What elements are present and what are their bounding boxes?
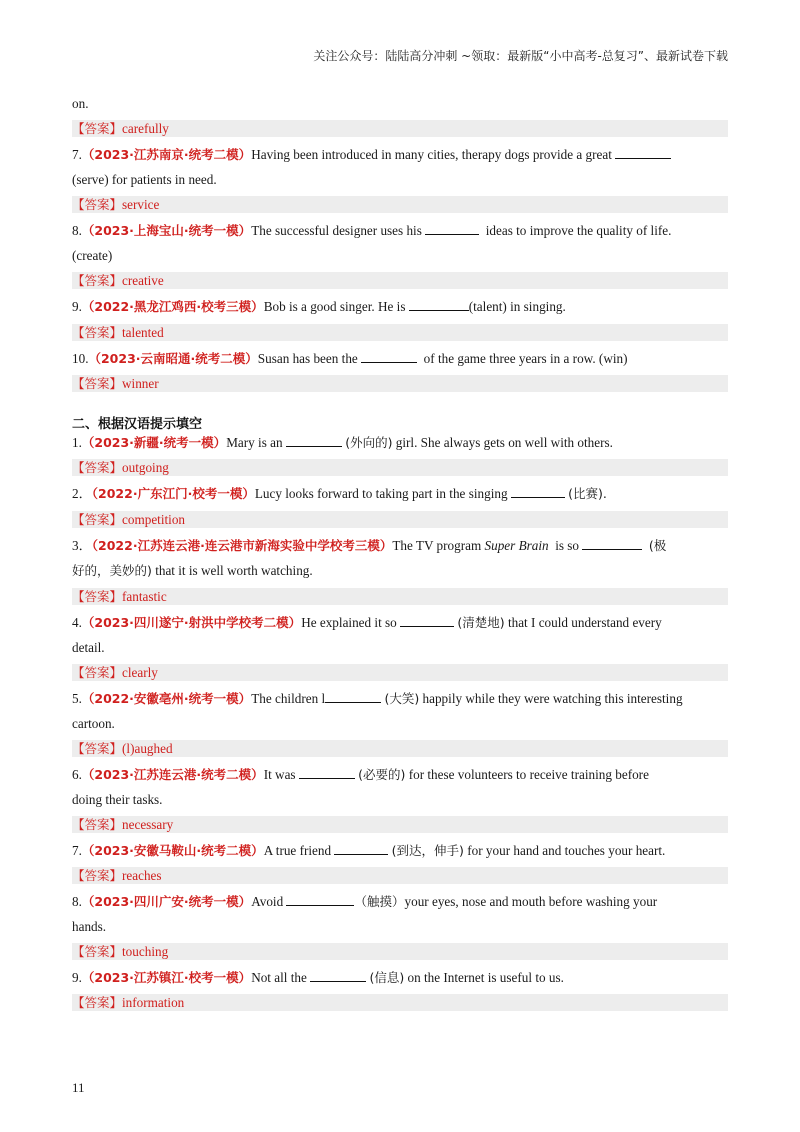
answer-text: service [122, 197, 160, 212]
question-source: （2022·安徽亳州·统考一模） [81, 691, 252, 706]
answer-row [72, 196, 728, 213]
s2-question-7 [72, 842, 728, 860]
answer-label: 【答案】 [72, 197, 123, 212]
answer-label: 【答案】 [72, 995, 123, 1010]
question-number: 8. [72, 223, 82, 238]
answer-row [72, 588, 728, 605]
chinese-hint: (信息) [369, 970, 405, 985]
question-7 [72, 146, 728, 164]
question-9 [72, 298, 728, 316]
answer-row [72, 375, 728, 392]
question-10 [72, 350, 728, 368]
s2-question-5 [72, 690, 728, 708]
answer-label: 【答案】 [72, 817, 123, 832]
answer-blank [334, 842, 388, 855]
question-number: 7. [72, 843, 82, 858]
s2-question-3 [72, 537, 728, 555]
answer-row [72, 272, 728, 289]
question-text: Bob is a good singer. He is [263, 299, 406, 314]
question-source: （2022·广东江门·校考一模） [91, 486, 255, 501]
s2-question-6 [72, 766, 728, 784]
question-number: 1. [72, 435, 82, 450]
question-source: （2022·黑龙江鸡西·校考三模） [81, 299, 264, 314]
answer-blank [286, 893, 354, 906]
answer-text: reaches [122, 868, 162, 883]
question-number: 9. [72, 970, 82, 985]
chinese-hint: (必要的) [358, 767, 406, 782]
answer-row [72, 943, 728, 960]
question-8-line2: (create) [72, 248, 113, 263]
s2-question-3-line2 [72, 562, 728, 580]
answer-label: 【答案】 [72, 460, 123, 475]
question-text: Avoid [251, 894, 284, 909]
s2-question-8 [72, 893, 728, 911]
question-text: Not all the [251, 970, 307, 985]
answer-blank [400, 614, 454, 627]
s2-question-2 [72, 485, 728, 503]
answer-text: winner [122, 376, 159, 391]
question-text: for these volunteers to receive training before [408, 767, 649, 782]
question-text: on the Internet is useful to us. [407, 970, 564, 985]
chinese-hint: (外向的) [345, 435, 393, 450]
answer-blank [615, 146, 671, 159]
question-text: girl. She always gets on well with others. [395, 435, 613, 450]
answer-label: 【答案】 [72, 512, 123, 527]
answer-row [72, 664, 728, 681]
answer-row [72, 120, 728, 137]
question-number: 7. [72, 147, 82, 162]
answer-text: clearly [122, 665, 158, 680]
question-text: for your hand and touches your heart. [467, 843, 666, 858]
answer-row [72, 459, 728, 476]
question-source: （2023·江苏南京·统考二模） [81, 147, 252, 162]
chinese-hint: (到达，伸手) [391, 843, 464, 858]
answer-text: necessary [122, 817, 174, 832]
question-text: ideas to improve the quality of life. [485, 223, 672, 238]
answer-label: 【答案】 [72, 325, 123, 340]
question-text: The TV program [392, 538, 482, 553]
answer-label: 【答案】 [72, 868, 123, 883]
question-source: （2023·云南昭通·统考二模） [88, 351, 258, 366]
question-text: Having been introduced in many cities, therapy dogs provide a great [251, 147, 612, 162]
answer-row [72, 994, 728, 1011]
answer-text: talented [122, 325, 164, 340]
answer-blank [425, 222, 479, 235]
answer-row [72, 511, 728, 528]
question-text: Lucy looks forward to taking part in the singing [254, 486, 508, 501]
answer-text: outgoing [122, 460, 169, 475]
question-source: （2023·新疆·统考一模） [81, 435, 227, 450]
s2-question-5-line2: cartoon. [72, 716, 115, 731]
question-number: 9. [72, 299, 82, 314]
answer-text: fantastic [122, 589, 167, 604]
question-text: The successful designer uses his [251, 223, 422, 238]
question-number: 5. [72, 691, 82, 706]
page-header: 关注公众号：陆陆高分冲刺 ~领取：最新版“小中高考-总复习”、最新试卷下载 [313, 49, 728, 63]
answer-text: competition [122, 512, 186, 527]
answer-text: touching [122, 944, 169, 959]
answer-text: carefully [122, 121, 169, 136]
answer-blank [361, 350, 417, 363]
answer-text: (l)aughed [122, 741, 173, 756]
answer-label: 【答案】 [72, 121, 123, 136]
answer-row [72, 324, 728, 341]
answer-text: information [122, 995, 185, 1010]
s2-question-4-line2: detail. [72, 640, 105, 655]
answer-blank [582, 537, 642, 550]
chinese-hint: (比赛). [568, 486, 607, 501]
question-text: is so [555, 538, 580, 553]
answer-label: 【答案】 [72, 741, 123, 756]
question-text: Mary is an [226, 435, 283, 450]
question-source: （2023·安徽马鞍山·统考二模） [81, 843, 264, 858]
s2-question-8-line2: hands. [72, 919, 107, 934]
question-source: （2022·江苏连云港·连云港市新海实验中学校考三模） [91, 538, 393, 553]
question-8 [72, 222, 728, 240]
question-number: 8. [72, 894, 82, 909]
chinese-hint: 好的，美妙的) [72, 563, 152, 578]
answer-blank [286, 434, 342, 447]
answer-label: 【答案】 [72, 589, 123, 604]
answer-label: 【答案】 [72, 376, 123, 391]
chinese-hint: （触摸） [354, 894, 405, 909]
program-title: Super Brain [484, 538, 549, 553]
question-number: 4. [72, 615, 82, 630]
s2-question-4 [72, 614, 728, 632]
question-source: （2023·江苏镇江·校考一模） [81, 970, 252, 985]
question-text: of the game three years in a row. (win) [423, 351, 628, 366]
s2-question-1 [72, 434, 728, 452]
s2-question-9 [72, 969, 728, 987]
question-text: happily while they were watching this interesting [422, 691, 683, 706]
question-source: （2023·江苏连云港·统考二模） [81, 767, 264, 782]
answer-blank [511, 485, 565, 498]
chinese-hint: (清楚地) [457, 615, 505, 630]
question-text: A true friend [263, 843, 332, 858]
answer-blank [325, 690, 381, 703]
question-number: 2． [72, 486, 92, 501]
question-source: （2023·上海宝山·统考一模） [81, 223, 252, 238]
answer-label: 【答案】 [72, 665, 123, 680]
question-text: The children l [251, 691, 326, 706]
question-number: 3． [72, 538, 92, 553]
page-number: 11 [72, 1080, 85, 1095]
question-number: 10. [72, 351, 89, 366]
answer-row [72, 740, 728, 757]
question-source: （2023·四川广安·统考一模） [81, 894, 252, 909]
question-text: (talent) in singing. [468, 299, 566, 314]
answer-text: creative [122, 273, 164, 288]
carry-over-line: on. [72, 96, 89, 111]
chinese-hint: (极 [648, 538, 667, 553]
chinese-hint: (大笑) [384, 691, 420, 706]
question-text: He explained it so [301, 615, 397, 630]
question-text: It was [263, 767, 296, 782]
question-number: 6. [72, 767, 82, 782]
s2-question-6-line2: doing their tasks. [72, 792, 163, 807]
answer-label: 【答案】 [72, 273, 123, 288]
answer-blank [409, 298, 469, 311]
question-text: that it is well worth watching. [155, 563, 313, 578]
question-7-line2: (serve) for patients in need. [72, 172, 217, 187]
question-text: that I could understand every [507, 615, 662, 630]
answer-row [72, 867, 728, 884]
answer-blank [310, 969, 366, 982]
question-text: your eyes, nose and mouth before washing your [404, 894, 658, 909]
answer-blank [299, 766, 355, 779]
question-source: （2023·四川遂宁·射洪中学校考二模） [81, 615, 302, 630]
question-text: Susan has been the [257, 351, 358, 366]
answer-label: 【答案】 [72, 944, 123, 959]
answer-row [72, 816, 728, 833]
section-title: 二、根据汉语提示填空 [72, 417, 203, 432]
